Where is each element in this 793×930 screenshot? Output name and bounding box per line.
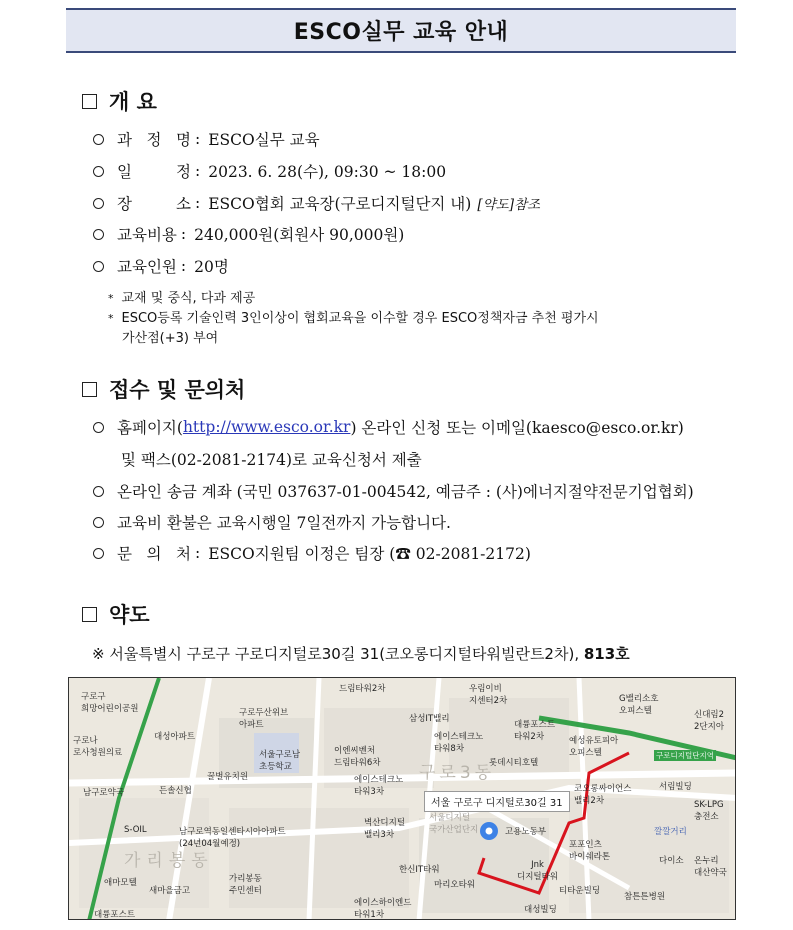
map-label: 가리봉동 주민센터 xyxy=(229,874,262,896)
map-label: 우림이비 지센터2차 xyxy=(469,684,508,706)
circle-bullet-icon xyxy=(93,422,104,433)
circle-bullet-icon xyxy=(93,229,104,240)
map-label: 꿀벌유치원 xyxy=(207,772,249,782)
address-line: ※ 서울특별시 구로구 구로디지털로30길 31(코오롱디지털타워빌란트2차), 813호 xyxy=(92,645,630,663)
map-label: 고용노동부 xyxy=(505,827,547,837)
map-label: 대성아파트 xyxy=(154,732,196,742)
map-label: S-OIL xyxy=(124,825,147,835)
inquiry-label: 문 의 처 xyxy=(117,545,191,563)
map-label: 티타운빌딩 xyxy=(559,886,601,896)
schedule-value: 2023. 6. 28(수), 09:30 ~ 18:00 xyxy=(208,163,447,181)
title-banner xyxy=(66,8,736,53)
map-label: 구로두산위브 아파트 xyxy=(239,708,289,730)
overview-heading: 개 요 xyxy=(82,86,157,116)
schedule-label: 일 정 xyxy=(117,163,191,181)
map-label: 대륭포스트 타워2차 xyxy=(514,720,556,742)
map-area-label: 가리봉동 xyxy=(124,851,214,871)
map-label: 에이스테크노 타워8차 xyxy=(434,732,484,754)
circle-bullet-icon xyxy=(93,198,104,209)
room-number: 813호 xyxy=(583,645,630,663)
overview-item-fee: 교육비용 : 240,000원(회원사 90,000원) xyxy=(93,223,404,245)
map-label: 남구로역동일센타시아아파트 (24년04월예정) xyxy=(179,827,286,849)
circle-bullet-icon xyxy=(93,548,104,559)
bank-account-text: 온라인 송금 계좌 (국민 037637-01-004542, 예금주 : (사)에너지절약전문기업협회) xyxy=(117,483,694,501)
contact-line-3 xyxy=(93,511,451,533)
map-label: G밸리소호 오피스텔 xyxy=(619,694,659,716)
map-label: 깔깔거리 xyxy=(654,827,687,837)
map-callout: 서울 구로구 디지털로30길 31 xyxy=(424,791,570,812)
contact-line-1: 홈페이지( http://www.esco.or.kr ) 온라인 신청 또는 이메일(kaesco@esco.or.kr) xyxy=(93,416,738,438)
map-label: 대성빌딩 xyxy=(524,905,557,915)
map-area-label: 서울디지털 국가산업단지 xyxy=(429,813,479,835)
fee-label: 교육비용 xyxy=(117,226,177,244)
address-text: 서울특별시 구로구 구로디지털로30길 31(코오롱디지털타워빌란트2차), xyxy=(109,645,580,663)
refund-text: 교육비 환불은 교육시행일 7일전까지 가능합니다. xyxy=(117,514,451,532)
map-label: 남구로약국 xyxy=(83,788,125,798)
circle-bullet-icon xyxy=(93,134,104,145)
map-label: 서울구로남 초등학교 xyxy=(259,750,301,772)
place-label: 장 소 xyxy=(117,195,191,213)
map-label: 드림타워2차 xyxy=(339,684,386,694)
map-label: 신대림2 2단지아 xyxy=(694,710,725,732)
map-label: 에이스하이엔드 타워1차 xyxy=(354,898,412,920)
overview-item-capacity: 교육인원 : 20명 xyxy=(93,255,229,277)
map-reference-note: [약도]참조 xyxy=(477,197,541,213)
circle-bullet-icon xyxy=(93,486,104,497)
overview-item-schedule: 일 정 : 2023. 6. 28(수), 09:30 ~ 18:00 xyxy=(93,160,446,182)
contact-heading: 접수 및 문의처 xyxy=(82,374,245,404)
inquiry-value: ESCO지원팀 이정은 팀장 (☎ 02-2081-2172) xyxy=(208,545,531,563)
map-label: 예성유토피아 오피스텔 xyxy=(569,736,619,758)
map-label: Jnk 디지털타워 xyxy=(517,860,559,882)
map-label: 새마을금고 xyxy=(149,886,191,896)
map-label: 대륭포스트 xyxy=(94,910,136,920)
map-label: 서림빌딩 xyxy=(659,782,692,792)
contact-line-4: 문 의 처 : ESCO지원팀 이정은 팀장 (☎ 02-2081-2172) xyxy=(93,542,531,564)
map-label: 마리오타워 xyxy=(434,880,476,890)
map-label: 참튼튼병원 xyxy=(624,892,666,902)
map-label: 애마모텔 xyxy=(104,878,137,888)
overview-item-course: 과 정 명 : ESCO실무 교육 xyxy=(93,128,320,150)
capacity-label: 교육인원 xyxy=(117,258,177,276)
circle-bullet-icon xyxy=(93,261,104,272)
map-label: 한신IT타워 xyxy=(399,865,440,875)
course-label: 과 정 명 xyxy=(117,131,191,149)
map-label: 벽산디지털 밸리3차 xyxy=(364,818,406,840)
fee-value: 240,000원(회원사 90,000원) xyxy=(194,226,405,244)
map-label: 구로나 로사청원의료 xyxy=(73,736,123,758)
checkbox-square-icon xyxy=(82,382,97,397)
map-label: 구로구 희망어린이공원 xyxy=(81,692,139,714)
homepage-link[interactable]: http://www.esco.or.kr xyxy=(182,418,351,436)
map-label: 롯데시티호텔 xyxy=(489,758,539,768)
place-value: ESCO협회 교육장(구로디지털단지 내) xyxy=(208,195,472,213)
map-label: 온누리 대산약국 xyxy=(694,856,727,878)
circle-bullet-icon xyxy=(93,166,104,177)
overview-note-2: * ESCO등록 기술인력 3인이상이 협회교육을 이수할 경우 ESCO정책자금 추천 평가시 xyxy=(108,311,599,326)
map-label: 삼성IT밸리 xyxy=(409,714,450,724)
circle-bullet-icon xyxy=(93,517,104,528)
map-label: 이엔씨벤처 드림타워6차 xyxy=(334,746,381,768)
map-area-label: 구로3동 xyxy=(419,763,496,783)
overview-note-1: * 교재 및 중식, 다과 제공 xyxy=(108,291,256,306)
overview-note-2-cont: 가산점(+3) 부여 xyxy=(122,331,219,346)
map-heading: 약도 xyxy=(82,599,150,629)
map-label: 다이소 xyxy=(659,856,684,866)
checkbox-square-icon xyxy=(82,607,97,622)
map-label: SK-LPG 충전소 xyxy=(694,800,724,822)
station-label: 구로디지털단지역 xyxy=(656,751,714,760)
course-value: ESCO실무 교육 xyxy=(208,131,320,149)
map-label: 코오롱싸이언스 밸리2차 xyxy=(574,784,632,806)
map-label: 든솔신협 xyxy=(159,786,192,796)
checkbox-square-icon xyxy=(82,94,97,109)
contact-line-2 xyxy=(93,480,694,502)
capacity-value: 20명 xyxy=(194,258,229,276)
map-label: 에이스테크노 타워3차 xyxy=(354,775,404,797)
page-title: ESCO실무 교육 안내 xyxy=(293,20,509,45)
contact-line-1-cont: 및 팩스(02-2081-2174)로 교육신청서 제출 xyxy=(121,451,422,469)
overview-item-place: 장 소 : ESCO협회 교육장(구로디지털단지 내) [약도]참조 xyxy=(93,192,540,214)
map-label: 포포인츠 바이쉐라톤 xyxy=(569,840,611,862)
location-map[interactable] xyxy=(68,677,736,920)
